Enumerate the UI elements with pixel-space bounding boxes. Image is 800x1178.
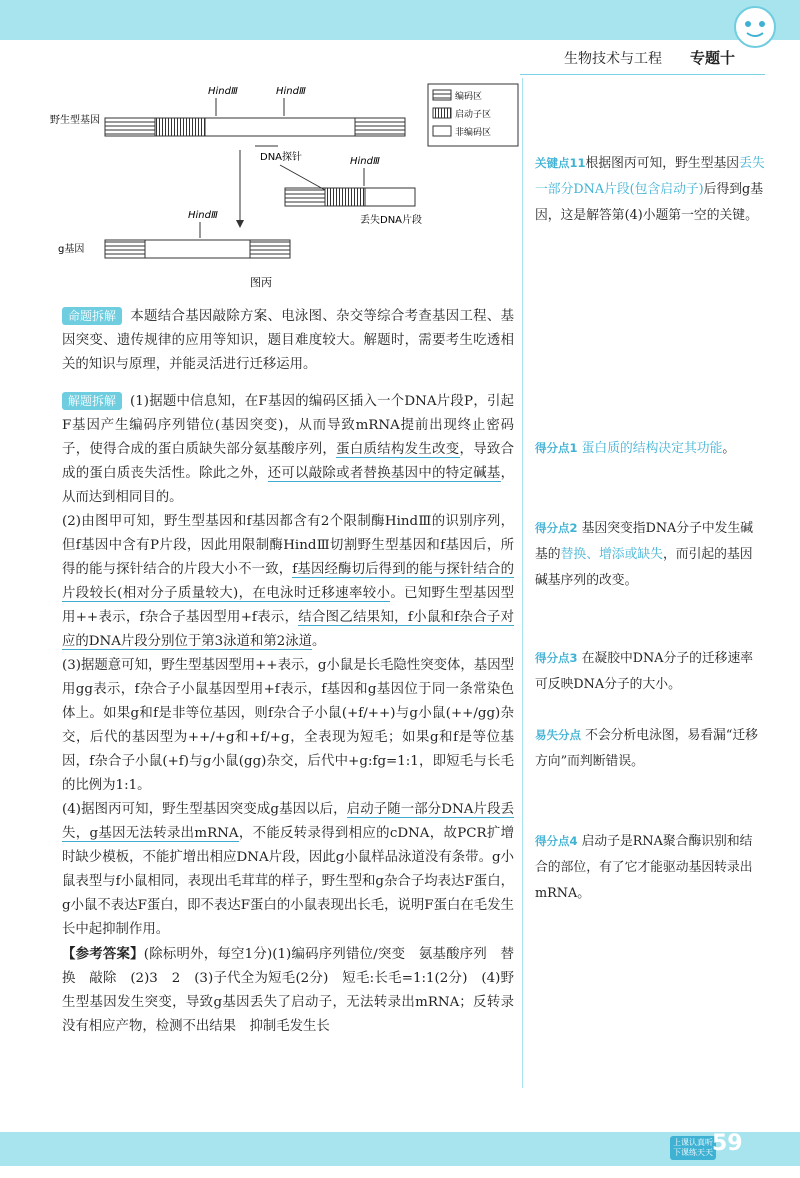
note-label: 易失分点 [535, 728, 581, 742]
solution-text: ，不能反转录得到相应的cDNA，故PCR扩增时缺少模板，不能扩增出相应DNA片段，因此g小鼠样品泳道没有条带。g小鼠表型与f小鼠相同，表现出毛茸茸的样子，野生型和g杂合子均表达F蛋白，g小鼠不表达F蛋白，即不表达F蛋白的小鼠表现出长毛，说明F蛋白在毛发生长中起抑制作用。 [62, 826, 514, 937]
legend-item-1: 编码区 [455, 92, 483, 102]
hind-label-3: HindⅢ [350, 156, 380, 167]
solution-text: (2)由图甲可知，野生型基因和f基因都含有2个限制酶HindⅢ的识别序列，但f基因中含有P片段，因此用限制酶HindⅢ切割野生型基因和f基因后，所得的能与探针结合的片段大小不一致， [62, 514, 514, 577]
header-title: 生物技术与工程 [564, 51, 662, 67]
solution-text: 。 [312, 634, 326, 649]
note-highlight: 替换、增添或缺失 [560, 547, 663, 562]
note-text: ，而引起的基因碱基序列的改变。 [535, 547, 753, 588]
note-text: 不会分析电泳图，易看漏“迁移方向”而判断错误。 [535, 728, 758, 769]
underlined-text: 启动子随一部分DNA片段丢失，g基因无法转录出mRNA [62, 802, 514, 841]
probe-label: DNA探针 [260, 152, 303, 163]
footer-slogan [670, 1136, 716, 1160]
hind-label-2: HindⅢ [276, 86, 306, 97]
hind-label-4: HindⅢ [188, 210, 218, 221]
underlined-text: 还可以敲除或者替换基因中的特定碱基 [267, 466, 501, 481]
header-divider [520, 74, 765, 75]
solution-tag: 解题拆解 [62, 392, 122, 410]
note-text: 基因突变指DNA分子中发生碱基的 [535, 521, 754, 562]
note-text: 后得到g基因，这是解答第(4)小题第一空的关键。 [535, 182, 764, 223]
label-g: g基因 [58, 244, 85, 255]
underlined-text: 蛋白质结构发生改变 [336, 442, 460, 457]
note-text: 在凝胶中DNA分子的迁移速率可反映DNA分子的大小。 [535, 651, 754, 692]
page-number: 59 [712, 1131, 743, 1156]
note-score-point-1 [535, 435, 765, 462]
note-label: 得分点2 [535, 521, 578, 535]
solution-text: ，导致合成的蛋白质丧失活性。除此之外， [62, 442, 515, 481]
analysis-text: 本题结合基因敲除方案、电泳图、杂交等综合考查基因工程、基因突变、遗传规律的应用等知识，题目难度较大。解题时，需要考生吃透相关的知识与原理，并能灵活进行迁移运用。 [62, 309, 514, 372]
mascot-icon [730, 2, 780, 52]
note-text: 。 [722, 441, 736, 456]
note-text: 根据图丙可知，野生型基因 [585, 156, 740, 171]
note-error-point [535, 722, 765, 775]
analysis-tag: 命题拆解 [62, 307, 122, 325]
margin-divider [522, 78, 523, 1088]
answer-label: 【参考答案】 [62, 946, 144, 962]
slogan-line-1: 上课认真听 [673, 1138, 713, 1147]
legend-item-3: 非编码区 [455, 128, 492, 138]
note-score-point-2 [535, 515, 765, 594]
solution-part-1 [62, 390, 514, 510]
note-label: 得分点1 [535, 441, 578, 455]
underlined-text: f基因经酶切后得到的能与探针结合的片段较长(相对分子质量较大)，在电泳时迁移速率较小 [62, 562, 514, 601]
note-highlight: 蛋白质的结构决定其功能 [581, 441, 723, 456]
solution-text: (1)据题中信息知，在F基因的编码区插入一个DNA片段P，引起F基因产生编码序列错位(基因突变)，从而导致mRNA提前出现终止密码子，使得合成的蛋白质缺失部分氨基酸序列， [62, 394, 514, 457]
note-label: 得分点4 [535, 834, 578, 848]
note-score-point-4 [535, 828, 765, 907]
lost-label: 丢失DNA片段 [360, 215, 423, 226]
note-text: 启动子是RNA聚合酶识别和结合的部位，有了它才能驱动基因转录出mRNA。 [535, 834, 753, 901]
note-score-point-3 [535, 645, 765, 698]
gene-diagram-svg [50, 80, 520, 300]
solution-part-2 [62, 510, 514, 654]
analysis-paragraph [62, 305, 514, 377]
solution-part-3: (3)据题意可知，野生型基因型用++表示，g小鼠是长毛隐性突变体，基因型用gg表示，f杂合子小鼠基因型用+f表示，f基因和g基因位于同一条常染色体上。如果g和f是非等位基因，则f杂合子小鼠(+f/++)与g小鼠(++/gg)杂交，后代的基因型为++/+g和+f/+g，全表现为短毛；如果g和f是等位基因，f杂合子小鼠(+f)与g小鼠(gg)杂交，后代中+g:fg=1:1，即短毛与长毛的比例为1:1。 [62, 658, 514, 793]
note-highlight: 丢失一部分DNA片段(包含启动子) [535, 156, 765, 197]
underlined-text: 结合图乙结果知，f小鼠和f杂合子对应的DNA片段分别位于第3泳道和第2泳道 [62, 610, 514, 649]
note-label: 得分点3 [535, 651, 578, 665]
answer-text: (除标明外，每空1分)(1)编码序列错位/突变 氨基酸序列 替换 敲除 (2)3 2 (3)子代全为短毛(2分) 短毛:长毛=1:1(2分) (4)野生型基因发生突变，导致g基因丢失了启动子，无法转录出mRNA；反转录没有相应产物，检测不出结果 抑制毛发生长 [62, 947, 515, 1034]
answer-paragraph [62, 942, 514, 1039]
top-banner [0, 0, 800, 40]
solution-text: ，从而达到相同目的。 [62, 466, 515, 505]
solution-text: 。已知野生型基因型用++表示，f杂合子基因型用+f表示， [62, 586, 515, 625]
solution-part-4 [62, 798, 514, 942]
header-topic: 专题十 [690, 49, 736, 67]
hind-label-1: HindⅢ [208, 86, 238, 97]
gene-diagram [50, 80, 520, 300]
figure-caption: 图丙 [250, 276, 272, 289]
label-wild: 野生型基因 [50, 115, 100, 126]
note-label: 关键点11 [535, 156, 586, 170]
analysis-block [62, 305, 514, 377]
note-key-point-11 [535, 150, 765, 229]
legend-item-2: 启动子区 [455, 110, 492, 120]
solution-block [62, 390, 514, 1039]
slogan-line-2: 下课练天天 [673, 1148, 713, 1157]
solution-text: (4)据图丙可知，野生型基因突变成g基因以后， [62, 802, 347, 817]
